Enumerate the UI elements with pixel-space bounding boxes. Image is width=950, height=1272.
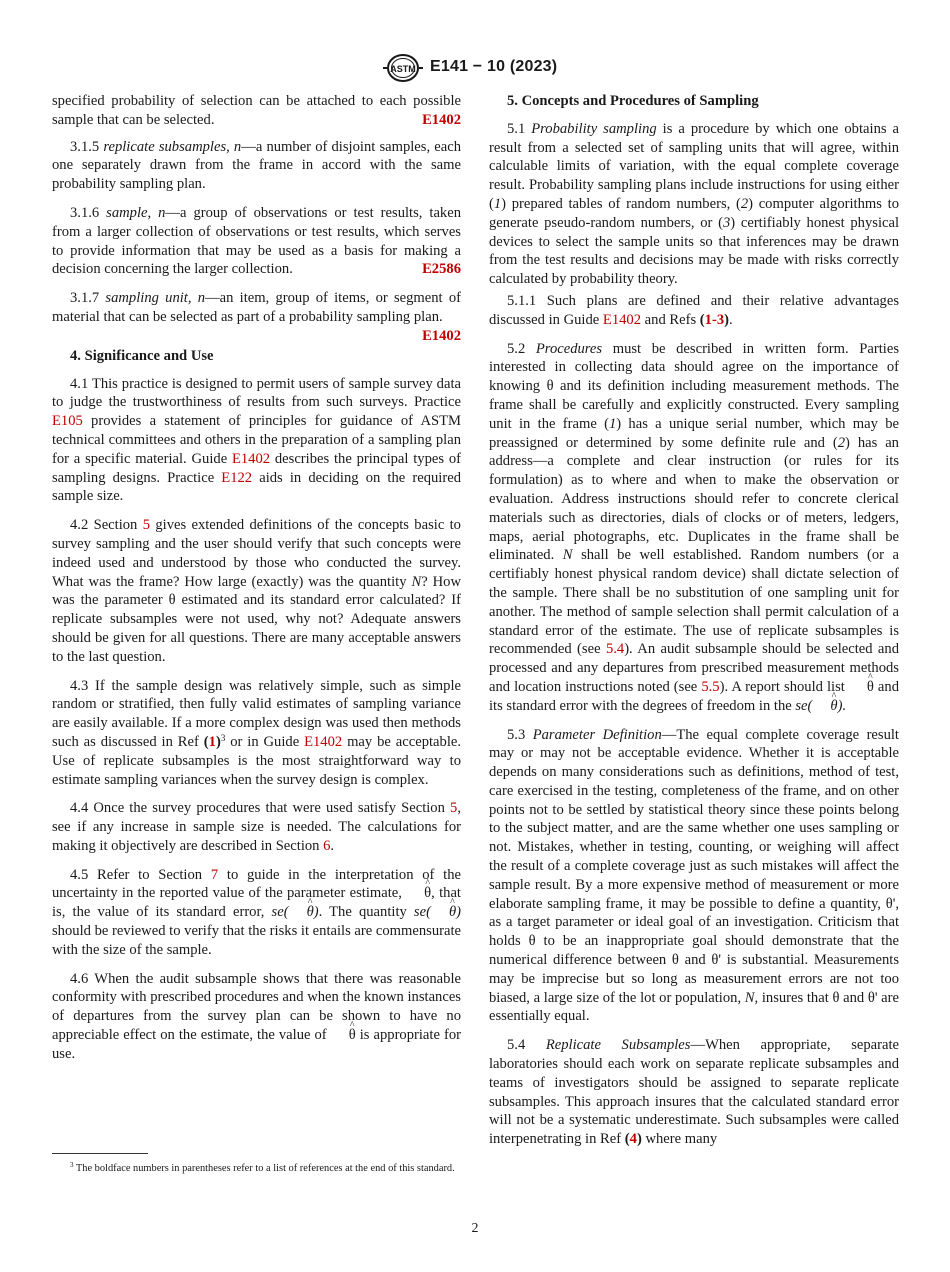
page-header xyxy=(0,54,950,84)
paragraph-4-4: 4.4 Once the survey procedures that were used satisfy Section 5, see if any increase in sample size is needed. The calculations for making it objectively are described in Section 6. xyxy=(52,800,461,854)
link-ref-1[interactable]: 1 xyxy=(208,733,216,750)
link-e1402[interactable]: E1402 xyxy=(231,450,271,467)
right-column xyxy=(489,92,899,1149)
definition-3-1-6: 3.1.6 sample, n—a group of observations or test results, taken from a larger collection of observations or test results, which serves to provide information that may be used as a basis for making a decision concerning the larger collection. E2586 xyxy=(52,204,461,278)
paragraph-4-3: 4.3 If the sample design was relatively simple, such as simple random or stratified, then fully valid estimates of sampling variance are easily available. If a more complex design was used then methods such as discussed in Ref $(1)^3$ or in Guide E1402 may be acceptable. Use of replicate subsamples is the most straightforward way to estimate sampling variances when the survey design is complex. xyxy=(52,677,461,788)
ref-e2586[interactable]: E2586 xyxy=(422,261,461,278)
paragraph-4-1: 4.1 This practice is designed to permit users of sample survey data to judge the trustworthiness of results from such surveys. Practice E105 provides a statement of principles for guidance of ASTM technical committees and others in the preparation of a sampling plan for a specific material. Guide E1402 describes the principal types of sampling designs. Practice E122 aids in deciding on the required sample size. xyxy=(52,375,462,505)
link-e1402[interactable]: E1402 xyxy=(602,311,642,328)
paragraph-5-1-1: 5.1.1 Such plans are defined and their relative advantages discussed in Guide E1402 and Refs (1-3). xyxy=(489,292,899,328)
left-column xyxy=(52,92,461,1064)
paragraph-5-1: 5.1 Probability sampling is a procedure by which one obtains a result from a selected set of sampling units that will agree, within calculable limits of variation, with the equal complete coverage result. Probability sampling plans include instructions for using either (1) prepared tables of random numbers, (2) computer algorithms to generate pseudo-random numbers, or (3) certifiably honest physical devices to select the sample units so that inferences may be drawn from the test results and decisions may be made with risks correctly calculated by probability theory. xyxy=(489,120,900,288)
theta-hat-symbol: ^ θ xyxy=(812,697,837,716)
theta-hat-symbol: ^ θ xyxy=(406,884,431,903)
theta-hat-symbol: ^ θ xyxy=(289,903,314,922)
link-section-5[interactable]: 5 xyxy=(142,517,150,534)
paragraph-4-2: 4.2 Section 5 gives extended definitions of the concepts basic to survey sampling and the user should verify that such concepts were indeed used and understood by those who conducted the survey. What was the frame? How large (exactly) was the quantity N? How was the parameter θ estimated and its standard error calculated? If replicate subsamples were not used, why not? Adequate answers should be given for all questions. There are many acceptable answers to the last question. xyxy=(52,517,461,665)
ref-e1402[interactable]: E1402 xyxy=(422,111,461,128)
link-e122[interactable]: E122 xyxy=(221,469,253,486)
definition-3-1-7: 3.1.7 sampling unit, n—an item, group of items, or segment of material that can be selected as part of a probability sampling plan. E1402 xyxy=(52,290,461,344)
paragraph-5-4: 5.4 Replicate Subsamples—When appropriate, separate laboratories should each work on separate replicate subsamples and teams of investigators should be assigned to separate replicate subsamples. This approach insures that the calculated standard error will not be a systematic underestimate. Such subsamples were called interpenetrating in Ref (4) where many xyxy=(489,1037,899,1148)
footnote-marker: 3 xyxy=(220,732,226,743)
link-section-5-4[interactable]: 5.4 xyxy=(605,641,625,658)
link-section-5-5[interactable]: 5.5 xyxy=(701,678,720,695)
page-number: 2 xyxy=(471,1221,479,1236)
paragraph-4-6: 4.6 When the audit subsample shows that there was reasonable conformity with prescribed procedures and when the known instances of departures from the survey plan can be shown to have no appreciable effect on the estimate, the value of ^ θ is appropriate for use. xyxy=(52,970,461,1064)
link-section-7[interactable]: 7 xyxy=(210,866,219,883)
definition-3-1-5: 3.1.5 replicate subsamples, n—a number of disjoint samples, each one separately drawn from the frame in accord with the same probability sampling plan. xyxy=(52,138,461,193)
paragraph-continuation: specified probability of selection can be attached to each possible sample that can be selected. E1402 xyxy=(52,93,461,128)
paragraph-5-2: 5.2 Procedures must be described in written form. Parties interested in collecting data should agree on the importance of knowing θ and its definition including measurement methods. The frame shall be carefully and explicitly constructed. Every sampling unit in the frame (1) has a unique serial number, which may be preassigned or determined by some definite rule and (2) has an address—a complete and clear instruction (or rules for its formulation) as to where and when to make the observation or evaluation. Address instructions should refer to concrete clerical materials such as directories, dials of clocks or of meters, ledgers, maps, aerial photographs, etc. Duplicates in the frame shall be eliminated. N shall be well established. Random numbers (or a certifiably honest physical random device) shall dictate selection of the sample. There shall be no substitution of one sampling unit for another. The method of sample selection shall permit calculation of a standard error of the estimate. The use of replicate subsamples is recommended (see 5.4). An audit subsample should be selected and processed and any departures from prescribed measurement methods and location instructions noted (see 5.5). A report should list ^ θ and its standard error with the degrees of freedom in the se(^ θ). xyxy=(489,340,899,716)
footnote-divider xyxy=(52,1153,148,1154)
link-ref-4[interactable]: 4 xyxy=(629,1131,637,1148)
link-section-6[interactable]: 6 xyxy=(323,837,331,854)
astm-logo xyxy=(383,54,423,82)
footnote: $^3$ The boldface numbers in parentheses refer to a list of references at the end of this standard. xyxy=(70,1161,455,1174)
section-title-4: 4. Significance and Use xyxy=(70,347,214,364)
link-e105[interactable]: E105 xyxy=(52,413,83,430)
paragraph-5-3: 5.3 Parameter Definition—The equal complete coverage result may or may not be acceptable evidence. Whether it is acceptable depends on many considerations such as definitions, method of test, care exercised in the testing, completeness of the frame, and on other points not to be settled by statistical theory since these points belong to the subject matter, and are the same whether one uses sampling or not. Mistakes, whether in testing, counting, or weighing will affect the result of a complete coverage just as such mistakes will affect the sample result. By a more expensive method of measurement or more elaborate sampling frame, it may be possible to define a quantity, θ', as a target parameter or ideal goal of an investigation. Criticism that holds θ to be an inappropriate goal should demonstrate that the numerical difference between θ and θ' is substantial. Measurements may be imprecise but so long as measurement errors are not too biased, a large size of the lot or population, N, insures that θ and θ' are essentially equal. xyxy=(489,726,899,1025)
theta-hat-symbol: ^ θ xyxy=(431,903,456,922)
standard-designation: E141 − 10 (2023) xyxy=(430,58,558,75)
paragraph-4-5: 4.5 Refer to Section 7 to guide in the interpretation of the uncertainty in the reported value of the parameter estimate, ^ θ, that is, the value of its standard error, se(^ θ). The quantity se(^ θ) should be reviewed to verify that the risks it entails are commensurate with the size of the sample. xyxy=(52,866,461,960)
theta-hat-symbol: ^ θ xyxy=(849,678,874,697)
link-section-5[interactable]: 5 xyxy=(450,800,458,817)
link-e1402[interactable]: E1402 xyxy=(304,733,343,750)
ref-e1402[interactable]: E1402 xyxy=(422,327,461,344)
svg-text:ASTM: ASTM xyxy=(390,64,416,74)
section-title-5: 5. Concepts and Procedures of Sampling xyxy=(507,93,759,109)
link-refs-1-3[interactable]: 1-3 xyxy=(704,311,725,328)
theta-hat-symbol: ^ θ xyxy=(331,1026,356,1045)
